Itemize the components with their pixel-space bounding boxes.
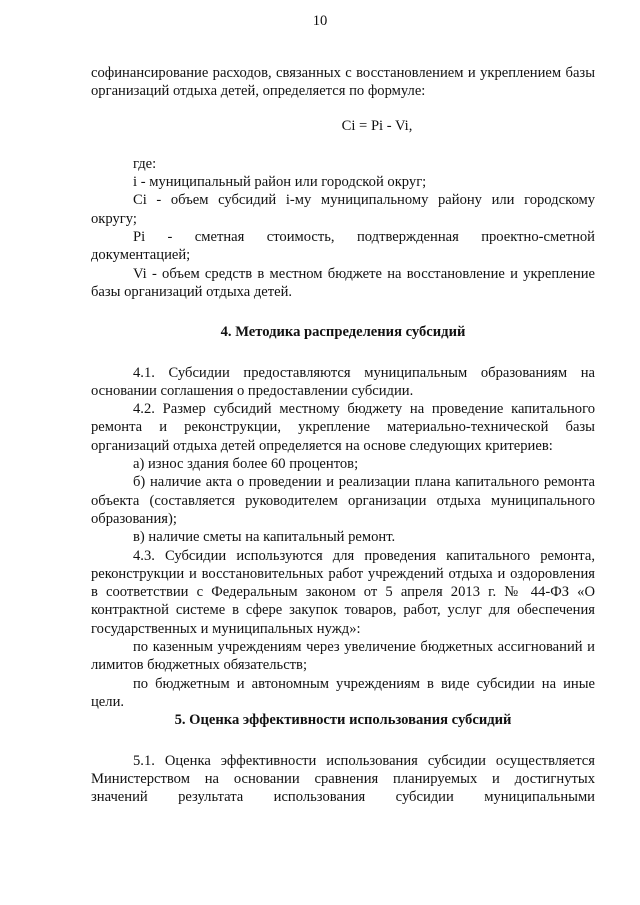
definition-vi: Vi - объем средств в местном бюджете на восстановление и укрепление базы организаций отдыха детей. bbox=[91, 265, 595, 300]
section-5-title: 5. Оценка эффективности использования субсидий bbox=[174, 712, 512, 729]
kazen-paragraph: по казенным учреждениям через увеличение бюджетных ассигнований и лимитов бюджетных обязательств; bbox=[91, 639, 595, 674]
pi-word: сметная bbox=[194, 229, 245, 246]
section-4-title: 4. Методика распределения субсидий bbox=[220, 324, 466, 341]
criterion-c: в) наличие сметы на капитальный ремонт. bbox=[133, 529, 396, 546]
intro-paragraph: софинансирование расходов, связанных с восстановлением и укреплением базы организаций отдыха детей, определяется по формуле: bbox=[91, 65, 595, 100]
definition-i: i - муниципальный район или городской округ; bbox=[133, 174, 427, 191]
pi-word: проектно-сметной bbox=[481, 229, 595, 246]
definition-ci: Ci - объем субсидий i-му муниципальному району или городскому округу; bbox=[91, 192, 595, 227]
pi-word: подтвержденная bbox=[356, 229, 459, 246]
paragraph-5-1: 5.1. Оценка эффективности использования субсидии осуществляется Министерством на основании сравнения планируемых и достигнутых bbox=[91, 752, 595, 787]
document-body bbox=[91, 64, 595, 806]
criterion-b: б) наличие акта о проведении и реализации плана капитального ремонта объекта (составляется руководителем организации отдыха муниципального образования); bbox=[91, 474, 595, 527]
criterion-a: а) износ здания более 60 процентов; bbox=[133, 456, 359, 473]
paragraph-4-1: 4.1. Субсидии предоставляются муниципальным образованиям на основании соглашения о предоставлении субсидии. bbox=[91, 364, 595, 399]
pi-word: Pi bbox=[133, 229, 146, 246]
p51-word: использования bbox=[273, 789, 366, 806]
paragraph-4-3: 4.3. Субсидии используются для проведения капитального ремонта, реконструкции и восстановительных работ учреждений отдыха и оздоровления в соответствии с Федеральным законом от 5 апреля 2013 г. № 44-ФЗ «О контрактной системе в сфере закупок товаров, работ, услуг для обеспечения государственных и муниципальных нужд»: bbox=[91, 547, 595, 637]
where-label: где: bbox=[133, 155, 157, 172]
p51-word: субсидии bbox=[395, 789, 454, 806]
formula: Ci = Pi - Vi, bbox=[341, 117, 413, 134]
definition-pi-tail: документацией; bbox=[91, 247, 191, 264]
budget-paragraph: по бюджетным и автономным учреждениям в виде субсидии на иные цели. bbox=[91, 675, 595, 710]
paragraph-4-2: 4.2. Размер субсидий местному бюджету на проведение капитального ремонта и реконструкции, укрепление материально-технической базы организаций отдыха детей определяется на основе следующих критериев: bbox=[91, 401, 595, 454]
paragraph-5-1-last-line bbox=[91, 788, 595, 806]
page-number: 10 bbox=[312, 13, 328, 29]
p51-word: результата bbox=[178, 789, 244, 806]
definition-pi-line bbox=[91, 228, 595, 246]
pi-word: - bbox=[167, 229, 173, 246]
p51-word: муниципальными bbox=[484, 789, 595, 806]
p51-word: значений bbox=[91, 789, 148, 806]
pi-word: стоимость, bbox=[266, 229, 335, 246]
